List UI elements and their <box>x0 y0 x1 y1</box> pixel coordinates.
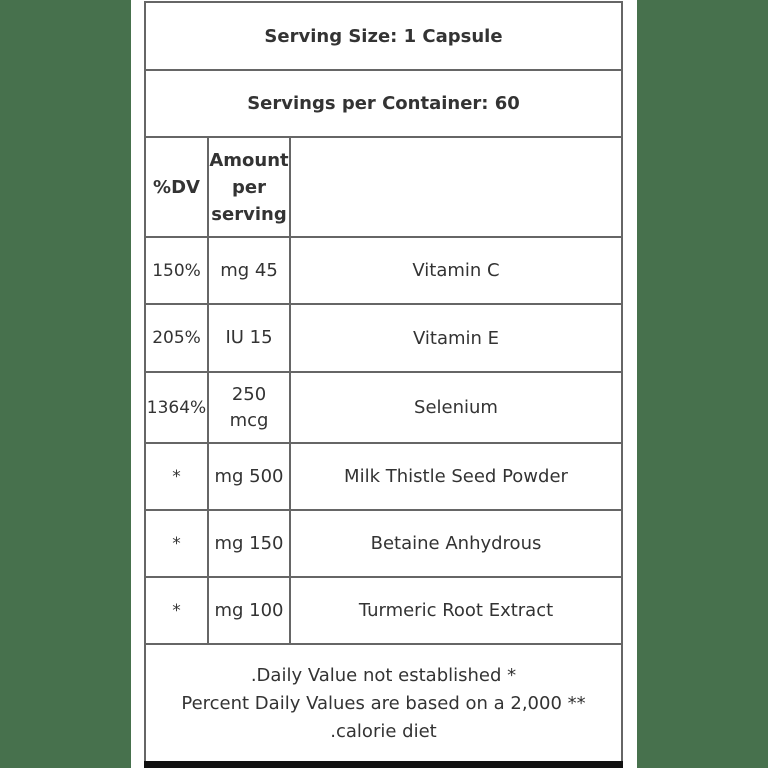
dv-value: * <box>146 578 209 643</box>
ingredient-name: Vitamin E <box>412 327 500 349</box>
name-header <box>291 138 621 236</box>
footnote-line: Percent Daily Values are based on a 2,000 ** <box>181 693 586 714</box>
dv-value: * <box>146 511 209 576</box>
dv-value: 150% <box>146 238 209 303</box>
amount-value: mg 100 <box>209 578 291 643</box>
table-row <box>146 578 621 645</box>
amount-value: IU 15 <box>209 305 291 371</box>
servings-per-container: Servings per Container: 60 <box>247 93 520 114</box>
ingredient-name: Turmeric Root Extract <box>358 600 554 621</box>
table-row <box>146 444 621 511</box>
table-row <box>146 238 621 305</box>
footnote-row <box>146 645 621 763</box>
dv-value: 205% <box>146 305 209 371</box>
serving-size-row <box>146 3 621 71</box>
footnotes <box>146 645 621 763</box>
serving-size: Serving Size: 1 Capsule <box>264 25 503 47</box>
table-row <box>146 305 621 373</box>
ingredient-name: Milk Thistle Seed Powder <box>344 466 568 487</box>
servings-per-container-row <box>146 71 621 138</box>
dv-header: %DV <box>146 138 209 236</box>
table-row <box>146 373 621 444</box>
bottom-border <box>144 761 623 768</box>
amount-value: mg 45 <box>209 238 291 303</box>
header-row <box>146 138 621 238</box>
dv-value: * <box>146 444 209 509</box>
dv-value: 1364% <box>146 373 209 442</box>
amount-header: Amount per serving <box>209 138 291 236</box>
footnote-line: .calorie diet <box>330 721 437 742</box>
footnote-line: .Daily Value not established * <box>250 665 517 686</box>
amount-value: mg 500 <box>209 444 291 509</box>
ingredient-name: Vitamin C <box>412 260 500 281</box>
amount-value: 250 mcg <box>209 373 291 442</box>
amount-value: mg 150 <box>209 511 291 576</box>
table-row <box>146 511 621 578</box>
ingredient-name: Selenium <box>414 397 498 418</box>
ingredient-name: Betaine Anhydrous <box>370 533 542 554</box>
supplement-facts-table <box>144 1 623 765</box>
